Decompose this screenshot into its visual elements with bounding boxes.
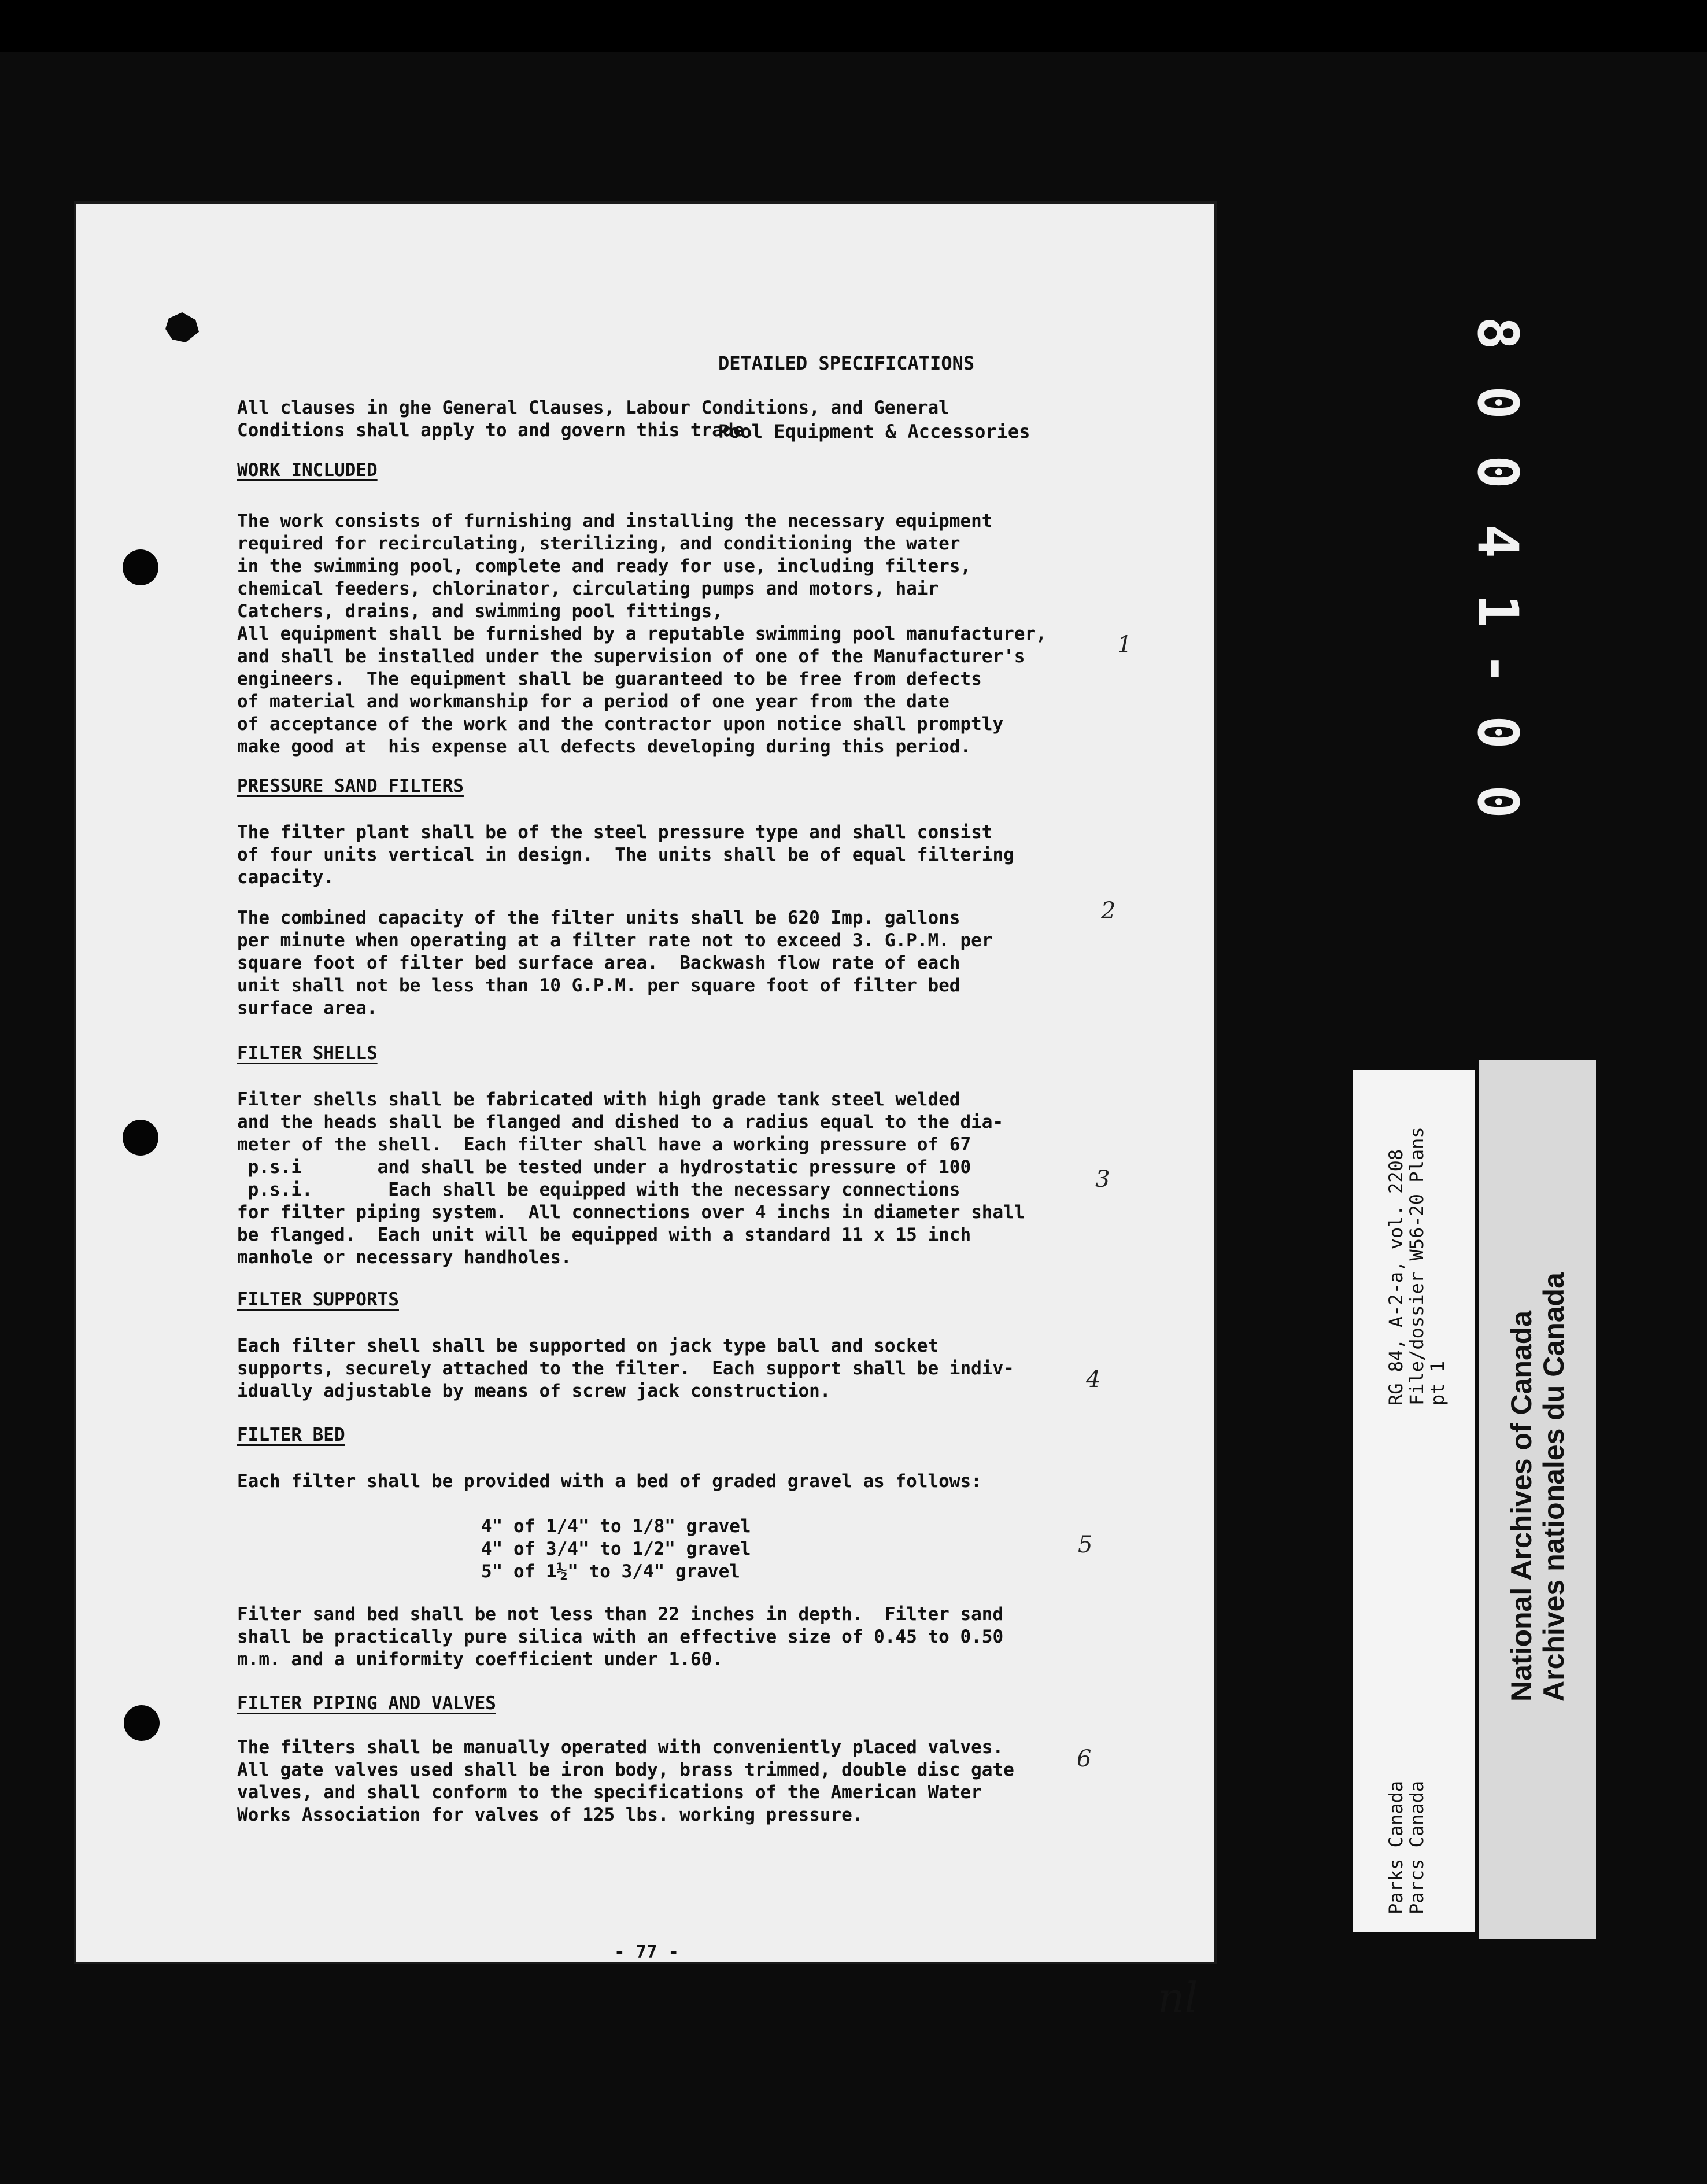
handwritten-initials: nl bbox=[1158, 1973, 1198, 2022]
film-digit: 0 bbox=[1465, 785, 1530, 818]
punch-hole bbox=[124, 1705, 160, 1741]
work-included-body: The work consists of furnishing and installing the necessary equipment required for recirculating, sterilizing, and conditioning the water in the swimming pool, complete and ready for use, including filters, chemical feeders, chlorinator, circulating pumps and motors, hair Catchers, drains, and swimming pool fittings, All equipment shall be furnished by a reputable swimming pool manufacturer, and shall be installed under the supervision of one of the Manufacturer's engineers. The equipment shall be guaranteed to be free from defects of material and workmanship for a period of one year from the date of acceptance of the work and the contractor upon notice shall promptly make good at his expense all defects developing during this period. bbox=[237, 511, 1047, 757]
film-digit: 0 bbox=[1465, 715, 1530, 749]
page-number: - 77 - bbox=[614, 1942, 679, 1962]
pressure-sand-filters-body-2: The combined capacity of the filter units shall be 620 Imp. gallons per minute when operating at a filter rate not to exceed 3. G.P.M. per square foot of filter bed surface area. Backwash flow rate of each unit shall not be less than 10 G.P.M. per square foot of filter bed surface area. bbox=[237, 907, 993, 1019]
section-heading-pressure-sand-filters: PRESSURE SAND FILTERS bbox=[237, 776, 464, 796]
section-heading-filter-piping: FILTER PIPING AND VALVES bbox=[237, 1693, 496, 1714]
archive-reference-label bbox=[1353, 1070, 1475, 1932]
film-digit: 0 bbox=[1465, 386, 1530, 419]
margin-number: 4 bbox=[1086, 1366, 1101, 1393]
gravel-list: 4" of 1/4" to 1/8" gravel 4" of 3/4" to 1/2" gravel 5" of 1½" to 3/4" gravel bbox=[481, 1516, 751, 1582]
film-digit: - bbox=[1465, 652, 1530, 685]
section-heading-filter-bed: FILTER BED bbox=[237, 1425, 345, 1445]
margin-number: 5 bbox=[1078, 1532, 1093, 1558]
filter-bed-body-1: Each filter shall be provided with a bed of graded gravel as follows: bbox=[237, 1471, 982, 1492]
document-page bbox=[76, 204, 1214, 2022]
margin-number: 1 bbox=[1117, 632, 1132, 658]
institution-name-fr: Archives nationales du Canada bbox=[1538, 1272, 1570, 1702]
section-heading-work-included: WORK INCLUDED bbox=[237, 460, 378, 481]
punch-hole bbox=[123, 549, 158, 585]
header-subtitle: Pool Equipment & Accessories bbox=[718, 420, 1030, 442]
ink-smudge bbox=[165, 312, 199, 342]
section-heading-filter-shells: FILTER SHELLS bbox=[237, 1043, 378, 1064]
margin-number: 6 bbox=[1077, 1746, 1092, 1772]
filter-supports-body: Each filter shell shall be supported on jack type ball and socket supports, securely attached to the filter. Each support shall be indiv- idually adjustable by means of screw jack construction. bbox=[237, 1336, 1014, 1401]
header-title: DETAILED SPECIFICATIONS bbox=[718, 352, 975, 374]
intro-paragraph: All clauses in ghe General Clauses, Labour Conditions, and General Conditions shall apply to and govern this trade. bbox=[237, 397, 949, 441]
film-border bbox=[0, 0, 1707, 52]
margin-number: 2 bbox=[1101, 898, 1116, 924]
punch-hole bbox=[123, 1120, 158, 1156]
reference-line: pt 1 bbox=[1427, 1360, 1449, 1405]
pressure-sand-filters-body-1: The filter plant shall be of the steel pressure type and shall consist of four units vertical in design. The units shall be of equal filtering capacity. bbox=[237, 822, 1014, 888]
institution-name-en: National Archives of Canada bbox=[1505, 1310, 1538, 1702]
archive-institution-label bbox=[1479, 1060, 1596, 1939]
filter-piping-body: The filters shall be manually operated with conveniently placed valves. All gate valves used shall be iron body, brass trimmed, double disc gate valves, and shall conform to the specifications of the American Water Works Association for valves of 125 lbs. working pressure. bbox=[237, 1737, 1014, 1825]
reference-line: File/dossier W56-20 Plans bbox=[1406, 1127, 1428, 1405]
film-digit: 1 bbox=[1465, 594, 1530, 628]
film-frame-number bbox=[1465, 301, 1530, 844]
film-digit: 4 bbox=[1465, 525, 1530, 558]
section-heading-filter-supports: FILTER SUPPORTS bbox=[237, 1289, 399, 1310]
reference-line: RG 84, A-2-a, vol. 2208 bbox=[1385, 1149, 1407, 1405]
margin-number: 3 bbox=[1095, 1166, 1110, 1193]
filter-bed-body-2: Filter sand bed shall be not less than 22 inches in depth. Filter sand shall be practically pure silica with an effective size of 0.45 to 0.50 m.m. and a uniformity coefficient under 1.60. bbox=[237, 1604, 1004, 1670]
film-digit: 8 bbox=[1465, 316, 1530, 350]
agency-line: Parks Canada bbox=[1385, 1780, 1407, 1914]
filter-shells-body: Filter shells shall be fabricated with high grade tank steel welded and the heads shall be flanged and dished to a radius equal to the dia- meter of the shell. Each filter shall have a working pressure of 67 p.s.i and shall be tested under a hydrostatic pressure of 100 p.s.i. Each shall be equipped with the necessary connections for filter piping system. All connections over 4 inchs in diameter shall be flanged. Each unit will be equipped with a standard 11 x 15 inch manhole or necessary handholes. bbox=[237, 1089, 1025, 1268]
agency-line: Parcs Canada bbox=[1406, 1780, 1428, 1914]
film-digit: 0 bbox=[1465, 455, 1530, 489]
